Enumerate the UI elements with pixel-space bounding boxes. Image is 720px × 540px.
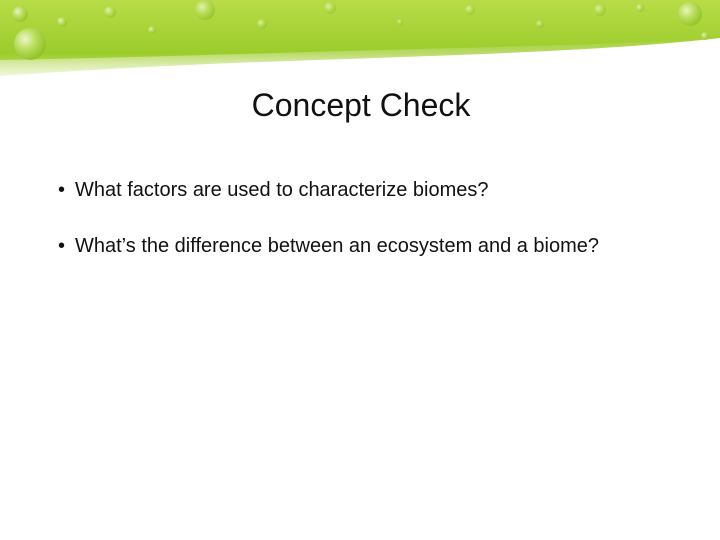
bullet-text: What factors are used to characterize biomes? (75, 179, 489, 201)
bullet-symbol: • (58, 235, 66, 257)
slide-title (0, 83, 720, 127)
slide-title-text: Concept Check (251, 87, 471, 123)
bullet-item (58, 232, 668, 260)
bullet-list (58, 176, 668, 288)
header-banner (0, 0, 720, 80)
bullet-text: What’s the difference between an ecosystem and a biome? (75, 235, 600, 257)
water-droplets-banner (0, 0, 720, 80)
bullet-symbol: • (58, 179, 66, 201)
bullet-item (58, 176, 668, 204)
